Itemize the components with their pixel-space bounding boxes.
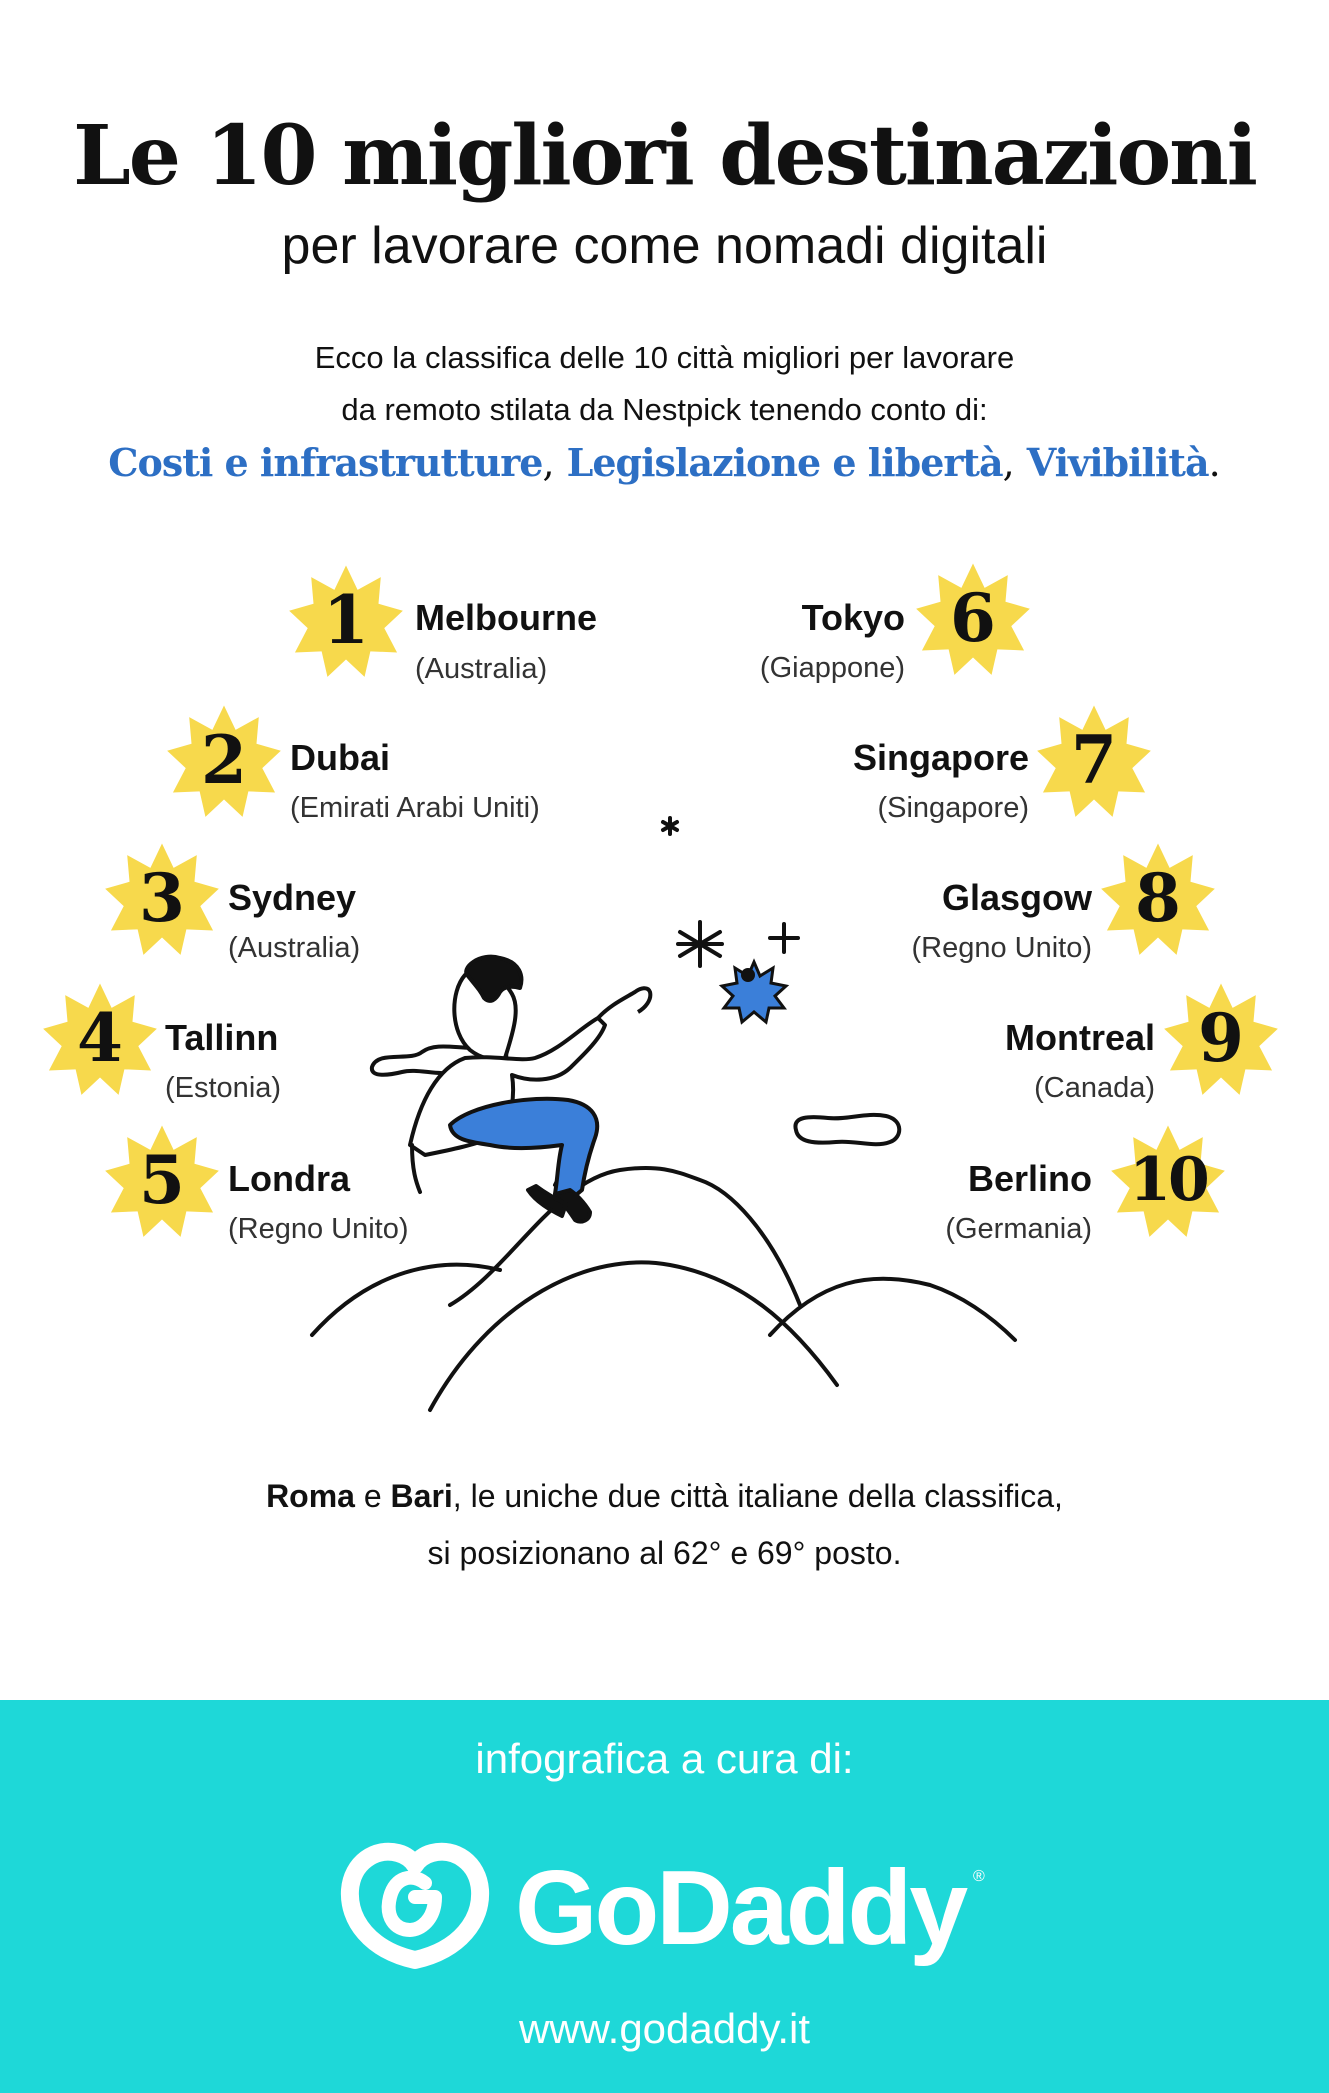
intro-line-2: da remoto stilata da Nestpick tenendo conto di: bbox=[341, 392, 988, 427]
sun-star-icon bbox=[1100, 840, 1216, 956]
sun-star-icon bbox=[1110, 1122, 1226, 1238]
rank-number: 4 bbox=[77, 999, 123, 1077]
city-name: Melbourne bbox=[415, 597, 598, 638]
rank-number: 10 bbox=[1129, 1145, 1207, 1215]
sun-star-icon bbox=[104, 1122, 220, 1238]
italy-note-text: , le uniche due città italiane della classifica, bbox=[452, 1478, 1063, 1514]
sun-star-icon bbox=[288, 562, 404, 678]
conjunction: e bbox=[354, 1478, 391, 1514]
country-name: (Regno Unito) bbox=[911, 932, 1092, 964]
country-name: (Estonia) bbox=[165, 1072, 282, 1104]
rank-number: 3 bbox=[139, 859, 185, 937]
city-name: Londra bbox=[228, 1158, 350, 1199]
sun-star-icon bbox=[104, 840, 220, 956]
intro-line-1: Ecco la classifica delle 10 città migliori per lavorare bbox=[314, 340, 1015, 375]
country-name: (Australia) bbox=[415, 653, 548, 685]
city-roma: Roma bbox=[266, 1478, 355, 1514]
credit-label: infografica a cura di: bbox=[475, 1735, 854, 1782]
rank-number: 9 bbox=[1198, 999, 1244, 1077]
country-name: (Canada) bbox=[1034, 1072, 1155, 1104]
godaddy-logo-icon bbox=[340, 1835, 490, 1970]
sun-star-icon bbox=[915, 560, 1031, 676]
country-name: (Australia) bbox=[228, 932, 361, 964]
city-name: Singapore bbox=[852, 737, 1029, 778]
city-bari: Bari bbox=[390, 1478, 453, 1514]
page-subtitle: per lavorare come nomadi digitali bbox=[281, 217, 1048, 275]
city-name: Tallinn bbox=[165, 1017, 279, 1058]
country-name: (Giappone) bbox=[759, 652, 905, 684]
rank-number: 8 bbox=[1135, 859, 1181, 937]
italy-note-line-1 bbox=[0, 1478, 1329, 1515]
plus-sparkle-icon bbox=[770, 924, 798, 952]
city-name: Glasgow bbox=[941, 877, 1092, 918]
country-name: (Emirati Arabi Uniti) bbox=[290, 792, 540, 824]
website-link[interactable]: www.godaddy.it bbox=[518, 2005, 811, 2052]
page-title: Le 10 migliori destinazioni bbox=[73, 108, 1256, 204]
city-name: Berlino bbox=[967, 1158, 1092, 1199]
country-name: (Regno Unito) bbox=[228, 1213, 409, 1245]
person-on-mountain-illustration bbox=[300, 800, 1020, 1440]
city-name: Montreal bbox=[1004, 1017, 1155, 1058]
sun-star-icon bbox=[1036, 702, 1152, 818]
criterion-livability: Vivibilità bbox=[1026, 440, 1209, 485]
criteria-separator: , bbox=[1002, 441, 1027, 485]
country-name: (Germania) bbox=[945, 1213, 1092, 1245]
sun-star-icon bbox=[42, 980, 158, 1096]
rank-number: 2 bbox=[201, 721, 247, 799]
rank-number: 1 bbox=[323, 581, 369, 659]
sparkle-icon bbox=[678, 922, 722, 966]
criterion-costs: Costi e infrastrutture bbox=[108, 440, 543, 485]
city-name: Dubai bbox=[290, 737, 391, 778]
godaddy-wordmark: GoDaddy bbox=[515, 1849, 966, 1967]
italy-note-line-2: si posizionano al 62° e 69° posto. bbox=[427, 1535, 902, 1571]
rank-number: 5 bbox=[139, 1141, 185, 1219]
sun-star-icon bbox=[166, 702, 282, 818]
sparkle-icon bbox=[663, 818, 677, 834]
criterion-legislation: Legislazione e libertà bbox=[566, 440, 1003, 485]
criteria-line bbox=[0, 440, 1329, 485]
cloud-icon bbox=[795, 1115, 899, 1144]
city-name: Tokyo bbox=[801, 597, 905, 638]
criteria-separator: , bbox=[542, 441, 567, 485]
registered-mark: ® bbox=[973, 1868, 985, 1885]
city-name: Sydney bbox=[228, 877, 357, 918]
criteria-end: . bbox=[1208, 441, 1221, 485]
sun-star-icon bbox=[1163, 980, 1279, 1096]
rank-number: 7 bbox=[1071, 721, 1117, 799]
blue-star-icon bbox=[722, 962, 786, 1022]
country-name: (Singapore) bbox=[877, 792, 1029, 824]
rank-number: 6 bbox=[950, 579, 996, 657]
